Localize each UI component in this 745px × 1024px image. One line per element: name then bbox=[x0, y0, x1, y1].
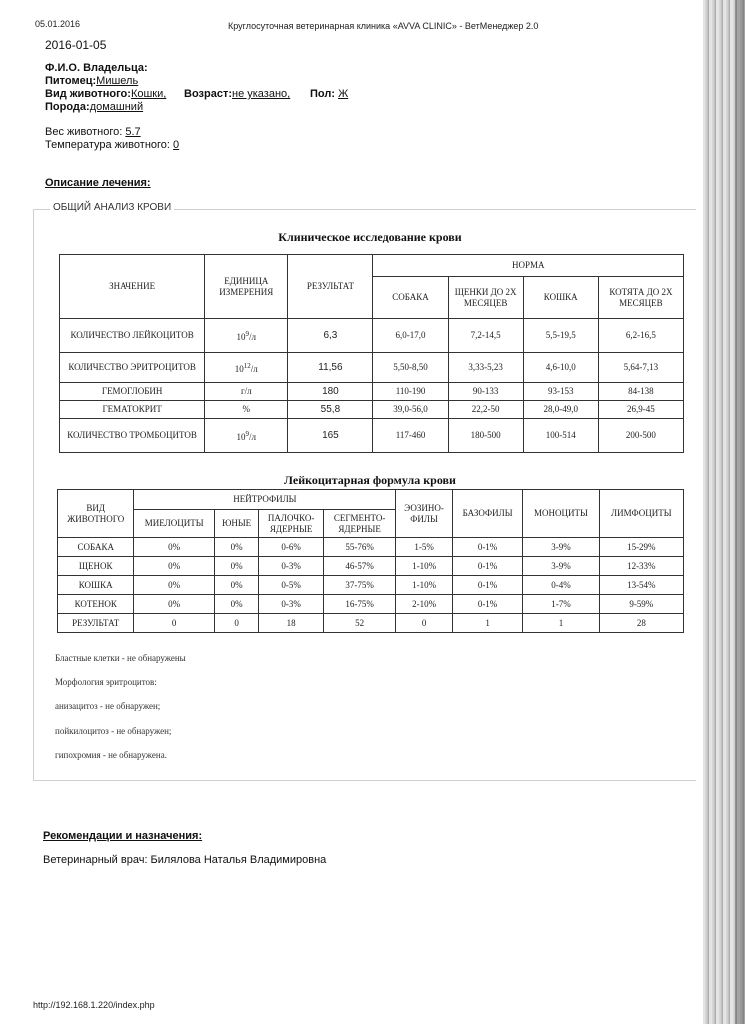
th-puppy: ЩЕНКИ ДО 2Х МЕСЯЦЕВ bbox=[448, 277, 523, 319]
cell-myelocytes: 0% bbox=[134, 576, 214, 595]
th-monocytes: МОНОЦИТЫ bbox=[523, 490, 599, 538]
cell-norm-puppy: 22,2-50 bbox=[448, 401, 523, 419]
leuko-row bbox=[58, 614, 684, 633]
cell-norm-puppy: 3,33-5,23 bbox=[448, 353, 523, 383]
cell-eosinophils: 0 bbox=[396, 614, 453, 633]
unit-base: г/л bbox=[240, 386, 252, 396]
cell-result: 180 bbox=[288, 383, 373, 401]
cell-basophils: 0-1% bbox=[452, 557, 522, 576]
species-line bbox=[45, 88, 166, 100]
cell-norm-kitten: 200-500 bbox=[598, 419, 683, 453]
note-hypo: гипохромия - не обнаружена. bbox=[55, 750, 167, 760]
cell-band: 18 bbox=[259, 614, 324, 633]
cell-parameter: КОЛИЧЕСТВО ТРОМБОЦИТОВ bbox=[60, 419, 205, 453]
print-date: 05.01.2016 bbox=[35, 19, 81, 29]
cell-lymphocytes: 28 bbox=[599, 614, 683, 633]
unit-exponent: 9 bbox=[245, 429, 250, 438]
weight-line bbox=[45, 126, 141, 138]
pet-label: Питомец: bbox=[45, 75, 97, 87]
pet-value: Мишель bbox=[96, 75, 139, 87]
unit-suffix: /л bbox=[249, 331, 257, 342]
cell-myelocytes: 0% bbox=[134, 538, 214, 557]
cell-unit bbox=[205, 383, 288, 401]
cell-eosinophils: 1-10% bbox=[396, 576, 453, 595]
th-myelocytes: МИЕЛОЦИТЫ bbox=[134, 510, 214, 538]
cell-result: 55,8 bbox=[288, 401, 373, 419]
cell-parameter: ГЕМОГЛОБИН bbox=[60, 383, 205, 401]
cell-segmented: 52 bbox=[323, 614, 395, 633]
cell-norm-dog: 6,0-17,0 bbox=[373, 319, 448, 353]
cell-norm-cat: 28,0-49,0 bbox=[523, 401, 598, 419]
treatment-heading: Описание лечения: bbox=[45, 177, 151, 189]
age-value: не указано, bbox=[232, 88, 291, 100]
clinic-title: Круглосуточная ветеринарная клиника «AVVA CLINIC» - ВетМенеджер 2.0 bbox=[228, 21, 539, 31]
cell-lymphocytes: 13-54% bbox=[599, 576, 683, 595]
temp-label: Температура животного: bbox=[45, 139, 170, 151]
clinical-row bbox=[60, 353, 684, 383]
cell-species: ЩЕНОК bbox=[58, 557, 134, 576]
cell-basophils: 1 bbox=[452, 614, 522, 633]
species-value: Кошки, bbox=[130, 88, 167, 100]
cell-norm-cat: 4,6-10,0 bbox=[523, 353, 598, 383]
th-value: ЗНАЧЕНИЕ bbox=[60, 255, 205, 319]
leuko-table bbox=[57, 489, 684, 633]
clinical-caption: Клиническое исследование крови bbox=[278, 230, 462, 244]
unit-exponent: 12 bbox=[243, 361, 251, 370]
note-blast: Бластные клетки - не обнаружены bbox=[55, 653, 186, 663]
th-species: ВИД ЖИВОТНОГО bbox=[58, 490, 134, 538]
cell-lymphocytes: 12-33% bbox=[599, 557, 683, 576]
th-band: ПАЛОЧКО-ЯДЕРНЫЕ bbox=[259, 510, 324, 538]
cell-monocytes: 3-9% bbox=[523, 557, 599, 576]
cell-species: КОШКА bbox=[58, 576, 134, 595]
th-eosinophils: ЭОЗИНО-ФИЛЫ bbox=[396, 490, 453, 538]
scan-edge-shadow bbox=[735, 0, 745, 1024]
cell-norm-kitten: 26,9-45 bbox=[598, 401, 683, 419]
clinical-row bbox=[60, 319, 684, 353]
cell-young: 0% bbox=[214, 595, 259, 614]
unit-base: 10 bbox=[236, 331, 246, 342]
cell-norm-puppy: 7,2-14,5 bbox=[448, 319, 523, 353]
cell-parameter: ГЕМАТОКРИТ bbox=[60, 401, 205, 419]
clinical-row bbox=[60, 401, 684, 419]
cell-norm-kitten: 6,2-16,5 bbox=[598, 319, 683, 353]
th-basophils: БАЗОФИЛЫ bbox=[452, 490, 522, 538]
cell-eosinophils: 2-10% bbox=[396, 595, 453, 614]
cell-myelocytes: 0% bbox=[134, 557, 214, 576]
cell-monocytes: 1-7% bbox=[523, 595, 599, 614]
cell-result: 165 bbox=[288, 419, 373, 453]
cell-unit bbox=[205, 353, 288, 383]
age-line bbox=[184, 88, 290, 100]
cell-band: 0-6% bbox=[259, 538, 324, 557]
clinical-row bbox=[60, 383, 684, 401]
owner-label: Ф.И.О. Владельца: bbox=[45, 62, 148, 74]
note-aniso: анизацитоз - не обнаружен; bbox=[55, 701, 161, 711]
leuko-row bbox=[58, 595, 684, 614]
leuko-row bbox=[58, 557, 684, 576]
cell-norm-cat: 5,5-19,5 bbox=[523, 319, 598, 353]
pet-line bbox=[45, 75, 138, 87]
th-kitten: КОТЯТА ДО 2Х МЕСЯЦЕВ bbox=[598, 277, 683, 319]
cell-species: СОБАКА bbox=[58, 538, 134, 557]
cell-segmented: 37-75% bbox=[323, 576, 395, 595]
cell-eosinophils: 1-10% bbox=[396, 557, 453, 576]
cell-young: 0 bbox=[214, 614, 259, 633]
cell-unit bbox=[205, 401, 288, 419]
cell-lymphocytes: 15-29% bbox=[599, 538, 683, 557]
cell-result: 11,56 bbox=[288, 353, 373, 383]
leuko-row bbox=[58, 538, 684, 557]
cell-unit bbox=[205, 319, 288, 353]
temp-value: 0 bbox=[173, 139, 180, 151]
cell-band: 0-3% bbox=[259, 557, 324, 576]
cell-band: 0-5% bbox=[259, 576, 324, 595]
cell-basophils: 0-1% bbox=[452, 595, 522, 614]
species-label: Вид животного: bbox=[45, 88, 131, 100]
cell-myelocytes: 0 bbox=[134, 614, 214, 633]
cell-segmented: 16-75% bbox=[323, 595, 395, 614]
cell-norm-kitten: 5,64-7,13 bbox=[598, 353, 683, 383]
cell-segmented: 46-57% bbox=[323, 557, 395, 576]
weight-value: 5.7 bbox=[125, 126, 141, 138]
cell-norm-dog: 39,0-56,0 bbox=[373, 401, 448, 419]
cell-parameter: КОЛИЧЕСТВО ЭРИТРОЦИТОВ bbox=[60, 353, 205, 383]
cell-norm-dog: 5,50-8,50 bbox=[373, 353, 448, 383]
cell-monocytes: 1 bbox=[523, 614, 599, 633]
cell-norm-cat: 93-153 bbox=[523, 383, 598, 401]
th-lymphocytes: ЛИМФОЦИТЫ bbox=[599, 490, 683, 538]
cell-parameter: КОЛИЧЕСТВО ЛЕЙКОЦИТОВ bbox=[60, 319, 205, 353]
unit-suffix: /л bbox=[249, 431, 257, 442]
unit-base: % bbox=[242, 404, 251, 414]
leuko-row bbox=[58, 576, 684, 595]
clinical-table bbox=[59, 254, 684, 453]
cell-myelocytes: 0% bbox=[134, 595, 214, 614]
th-young: ЮНЫЕ bbox=[214, 510, 259, 538]
th-dog: СОБАКА bbox=[373, 277, 448, 319]
footer-url: http://192.168.1.220/index.php bbox=[33, 1000, 155, 1010]
weight-label: Вес животного: bbox=[45, 126, 123, 138]
cell-norm-dog: 117-460 bbox=[373, 419, 448, 453]
cell-eosinophils: 1-5% bbox=[396, 538, 453, 557]
th-segmented: СЕГМЕНТО-ЯДЕРНЫЕ bbox=[323, 510, 395, 538]
th-neutrophils: НЕЙТРОФИЛЫ bbox=[134, 490, 396, 510]
cell-young: 0% bbox=[214, 576, 259, 595]
cell-norm-dog: 110-190 bbox=[373, 383, 448, 401]
cell-species: КОТЕНОК bbox=[58, 595, 134, 614]
th-norm: НОРМА bbox=[373, 255, 684, 277]
breed-label: Порода: bbox=[45, 101, 90, 113]
cell-band: 0-3% bbox=[259, 595, 324, 614]
th-unit: ЕДИНИЦА ИЗМЕРЕНИЯ bbox=[205, 255, 288, 319]
cell-norm-cat: 100-514 bbox=[523, 419, 598, 453]
breed-value: домашний bbox=[89, 101, 144, 113]
cell-norm-puppy: 180-500 bbox=[448, 419, 523, 453]
note-poikilo: пойкилоцитоз - не обнаружен; bbox=[55, 726, 172, 736]
th-result: РЕЗУЛЬТАТ bbox=[288, 255, 373, 319]
recommendations-heading: Рекомендации и назначения: bbox=[43, 830, 203, 842]
cell-norm-kitten: 84-138 bbox=[598, 383, 683, 401]
leuko-caption: Лейкоцитарная формула крови bbox=[284, 473, 456, 487]
note-morph: Морфология эритроцитов: bbox=[55, 677, 157, 687]
cell-monocytes: 0-4% bbox=[523, 576, 599, 595]
visit-date: 2016-01-05 bbox=[45, 38, 107, 52]
age-label: Возраст: bbox=[184, 88, 232, 100]
cell-basophils: 0-1% bbox=[452, 576, 522, 595]
sex-line bbox=[310, 88, 348, 100]
cell-basophils: 0-1% bbox=[452, 538, 522, 557]
cell-young: 0% bbox=[214, 538, 259, 557]
unit-base: 10 bbox=[236, 431, 246, 442]
cell-segmented: 55-76% bbox=[323, 538, 395, 557]
sex-label: Пол: bbox=[310, 88, 336, 100]
cell-species: РЕЗУЛЬТАТ bbox=[58, 614, 134, 633]
cell-result: 6,3 bbox=[288, 319, 373, 353]
panel-title: ОБЩИЙ АНАЛИЗ КРОВИ bbox=[50, 202, 174, 213]
unit-suffix: /л bbox=[250, 363, 258, 374]
cell-young: 0% bbox=[214, 557, 259, 576]
clinical-row bbox=[60, 419, 684, 453]
th-cat: КОШКА bbox=[523, 277, 598, 319]
doctor-line: Ветеринарный врач: Билялова Наталья Владимировна bbox=[43, 854, 327, 866]
sex-value: Ж bbox=[338, 88, 349, 100]
cell-monocytes: 3-9% bbox=[523, 538, 599, 557]
cell-lymphocytes: 9-59% bbox=[599, 595, 683, 614]
temp-line bbox=[45, 139, 179, 151]
unit-exponent: 9 bbox=[245, 329, 250, 338]
breed-line bbox=[45, 101, 143, 113]
cell-unit bbox=[205, 419, 288, 453]
cell-norm-puppy: 90-133 bbox=[448, 383, 523, 401]
unit-base: 10 bbox=[234, 363, 244, 374]
